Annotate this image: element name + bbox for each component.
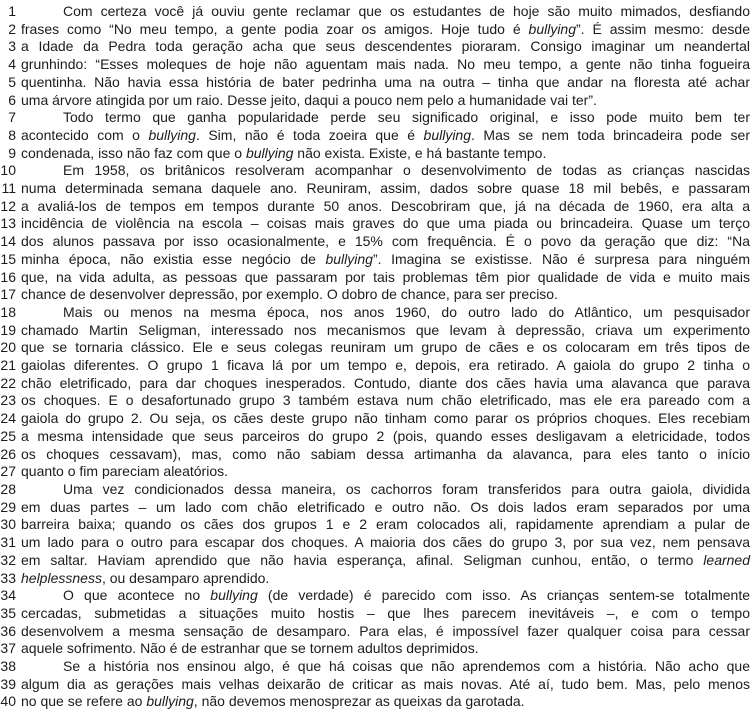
text-line-row [0,180,750,198]
line-text [21,499,750,517]
line-number: 27 [0,463,16,480]
text-segment: chance de desenvolver depressão, por exemplo. O dobro de chance, para ser preciso. [21,286,558,303]
line-text [21,516,750,534]
line-number: 16 [0,268,16,285]
text-segment: condenada, isso não faz com que o [21,144,246,161]
line-number: 18 [0,303,16,320]
text-segment: desenvolvem a mesma sensação de desamparo. Para elas, é impossível fazer qualquer coisa para cessar [21,622,750,639]
line-number: 3 [8,38,16,55]
text-line-row [0,56,750,74]
text-line-row [0,38,750,56]
line-number: 31 [0,534,16,551]
italic-term: bullying [146,693,194,710]
text-segment: um lado para o outro para escapar dos choques. A maioria dos cães do grupo 3, por sua vez, nem pensava [21,534,750,551]
line-number: 2 [8,20,16,37]
line-text [21,463,750,481]
text-line-row [0,410,750,428]
text-line-row [0,92,750,110]
line-text [21,38,750,56]
text-line-row [0,145,750,163]
line-text [21,392,750,410]
line-text [21,552,750,570]
text-segment: a avaliá-los de tempos em tempos durante 50 anos. Descobriram que, já na década de 1960, era alta a [21,197,750,214]
text-line-row [0,109,750,127]
line-text [21,410,750,428]
text-line-row [0,481,750,499]
text-line-row [0,215,750,233]
text-segment: . Sim, não é toda zoeira que é [195,126,424,143]
text-segment: gaiola do grupo 2. Ou seja, os cães deste grupo não tinham como parar os próprios choques. Eles recebiam [21,410,750,427]
italic-term: learned [703,551,750,568]
text-line-row [0,499,750,517]
italic-term: bullying [528,20,577,37]
line-text [21,534,750,552]
text-line-row [0,162,750,180]
line-number: 37 [0,640,16,657]
text-segment: não exista. Existe, e há bastante tempo. [293,144,547,161]
line-number: 39 [0,675,16,692]
line-number: 1 [8,3,16,19]
line-text [21,92,750,110]
text-segment: chão eletrificado, para dar choques inesperados. Contudo, diante dos cães havia uma alavanca que parava [21,374,750,391]
line-text [21,428,750,446]
text-segment: a mesma intensidade que seus parceiros do grupo 2 (pois, quando esses desligavam a eletricidade, todos [21,427,750,444]
line-number: 23 [0,392,16,409]
line-text [21,605,750,623]
line-number: 12 [0,197,16,214]
text-line-row [0,676,750,694]
italic-term: bullying [423,126,472,143]
text-line-row [0,127,750,145]
text-segment: . Mas se nem toda brincadeira pode ser [471,126,750,143]
text-line-row [0,570,750,588]
line-text [21,322,750,340]
text-segment: ”. Imagina se existisse. Não é surpresa para ninguém [372,250,750,267]
line-number: 24 [0,410,16,427]
text-segment: dos alunos passava por isso ocasionalmente, e 15% com frequência. É o povo da geração que diz: “Na [21,233,750,250]
text-line-row [0,322,750,340]
text-line-row [0,269,750,287]
text-segment: quentinha. Não havia essa história de bater pedrinha uma na outra – tinha que andar na floresta até achar [21,73,750,90]
text-segment: , não devemos menosprezar as queixas da garotada. [193,693,525,710]
text-segment: uma árvore atingida por um raio. Desse jeito, daqui a pouco nem pelo a humanidade vai ter”. [21,91,597,108]
italic-term: bullying [245,144,294,161]
line-number: 14 [0,233,16,250]
text-line-row [0,446,750,464]
text-segment: chamado Martin Seligman, interessado nos mecanismos que levam à depressão, criava um experimento [21,321,750,338]
line-text [21,357,750,375]
line-text [21,109,750,127]
line-number: 13 [0,215,16,232]
text-segment: gaiolas diferentes. O grupo 1 ficava lá por um tempo e, depois, era retirado. A gaiola do grupo 2 tinha o [21,357,750,374]
text-line-row [0,623,750,641]
text-segment: quanto o fim pareciam aleatórios. [21,463,228,480]
text-line-row [0,392,750,410]
text-segment: O que acontece no [63,587,211,604]
text-line-row [0,640,750,658]
text-segment: os choques cessavam), mas, como não sabiam dessa artimanha da alavanca, para eles tanto o início [21,445,750,462]
text-segment: que se tornaria clássico. Ele e seus colegas reuniram um grupo de cães e os colocaram em três tipos de [21,339,750,356]
text-line-row [0,463,750,481]
line-text [21,56,750,74]
line-text [21,198,750,216]
line-number: 8 [8,126,16,143]
line-number: 17 [0,286,16,303]
document-text [0,3,750,711]
text-segment: Com certeza você já ouviu gente reclamar que os estudantes de hoje são muito mimados, desfiando [63,3,750,19]
text-segment: grunhindo: “Esses moleques de hoje não aguentam mais nada. No meu tempo, a gente não tinha fogueira [21,56,750,73]
line-text [21,215,750,233]
text-segment: (de verdade) é parecido com isso. As crianças sentem-se totalmente [257,587,750,604]
line-text [21,127,750,145]
text-segment: no que se refere ao [21,693,147,710]
line-number: 36 [0,622,16,639]
line-number: 4 [8,56,16,73]
text-line-row [0,605,750,623]
line-number: 7 [8,109,16,126]
text-line-row [0,428,750,446]
line-text [21,658,750,676]
text-line-row [0,198,750,216]
text-line-row [0,375,750,393]
line-text [21,446,750,464]
line-number: 19 [0,321,16,338]
text-segment: Mais ou menos na mesma época, nos anos 1960, do outro lado do Atlântico, um pesquisador [63,303,750,320]
text-segment: numa determinada semana daquele ano. Reuniram, assim, dados sobre quase 18 mil bebês, e passaram [21,180,750,197]
text-segment: algum dia as gerações mais velhas deixarão de criticar as mais novas. Até aí, tudo bem. Mas, pelo menos [21,675,750,692]
text-line-row [0,233,750,251]
line-text [21,640,750,658]
line-text [21,21,750,39]
text-segment: os choques. E o desafortunado grupo 3 também estava num chão eletrificado, mas ele era pareado com a [21,392,750,409]
text-segment: acontecido com o [21,126,149,143]
line-text [21,339,750,357]
text-segment: a Idade da Pedra toda geração acha que seus descendentes pioraram. Consigo imaginar um neandertal [21,38,750,55]
italic-term: bullying [210,587,258,604]
line-number: 15 [0,250,16,267]
line-text [21,162,750,180]
text-segment: , ou desamparo aprendido. [101,569,270,586]
text-segment: em duas partes – um lado com chão eletrificado e outro não. Os dois lados eram separados por uma [21,498,750,515]
text-segment: em saltar. Haviam aprendido que não havia esperança, afinal. Seligman cunhou, então, o termo [21,551,704,568]
line-number: 20 [0,339,16,356]
line-text [21,180,750,198]
text-line-row [0,587,750,605]
text-line-row [0,74,750,92]
line-number: 11 [1,180,16,197]
line-text [21,3,750,21]
text-line-row [0,534,750,552]
text-line-row [0,658,750,676]
line-number: 33 [0,569,16,586]
line-text [21,693,750,711]
text-segment: Uma vez condicionados dessa maneira, os cachorros foram transferidos para outra gaiola, dividida [63,480,750,497]
line-number: 28 [0,480,16,497]
text-line-row [0,357,750,375]
line-text [21,74,750,92]
text-line-row [0,304,750,322]
line-text [21,570,750,588]
italic-term: bullying [148,126,196,143]
line-text [21,145,750,163]
line-text [21,269,750,287]
line-number: 25 [0,427,16,444]
italic-term: helplessness [21,569,102,586]
line-text [21,481,750,499]
text-segment: Todo termo que ganha popularidade perde seu significado original, e isso pode muito bem ter [63,109,750,126]
text-line-row [0,339,750,357]
line-number: 32 [0,551,16,568]
line-number: 9 [8,144,16,161]
text-segment: cercadas, submetidas a situações muito hostis – que lhes parecem inevitáveis –, e com o tempo [21,604,750,621]
line-number: 6 [8,91,16,108]
line-text [21,251,750,269]
text-segment: ”. É assim mesmo: desde [576,20,751,37]
text-segment: minha época, não existia esse negócio de [21,250,326,267]
line-number: 30 [0,516,16,533]
text-segment: barreira baixa; quando os cães dos grupos 1 e 2 eram colocados ali, rapidamente aprendiam a pular de [21,516,750,533]
text-segment: frases como “No meu tempo, a gente podia zoar os amigos. Hoje tudo é [21,20,529,37]
line-text [21,676,750,694]
line-number: 22 [0,374,16,391]
text-line-row [0,693,750,711]
text-segment: que, na vida adulta, as pessoas que passaram por tais problemas têm pior qualidade de vida e muito mais [21,268,750,285]
line-text [21,286,750,304]
line-number: 40 [0,693,16,710]
line-number: 34 [0,587,16,604]
text-line-row [0,286,750,304]
italic-term: bullying [325,250,373,267]
line-number: 38 [0,658,16,675]
line-number: 29 [0,498,16,515]
line-text [21,233,750,251]
line-number: 35 [0,604,16,621]
line-text [21,375,750,393]
text-line-row [0,251,750,269]
line-number: 21 [0,357,16,374]
text-segment: incidência de violência na escola – coisas mais graves do que uma piada ou brincadeira. Quase um terço [21,215,750,232]
line-number: 26 [0,445,16,462]
text-line-row [0,516,750,534]
line-text [21,587,750,605]
line-text [21,623,750,641]
line-number: 5 [8,73,16,90]
text-line-row [0,21,750,39]
text-segment: Se a história nos ensinou algo, é que há coisas que não aprendemos com a história. Não acho que [63,658,750,675]
text-line-row [0,552,750,570]
line-text [21,304,750,322]
text-segment: Em 1958, os britânicos resolveram acompanhar o desenvolvimento de todas as crianças nascidas [63,162,750,179]
line-number: 10 [0,162,16,179]
text-segment: aquele sofrimento. Não é de estranhar que se tornem adultos deprimidos. [21,640,479,657]
text-line-row [0,3,750,21]
